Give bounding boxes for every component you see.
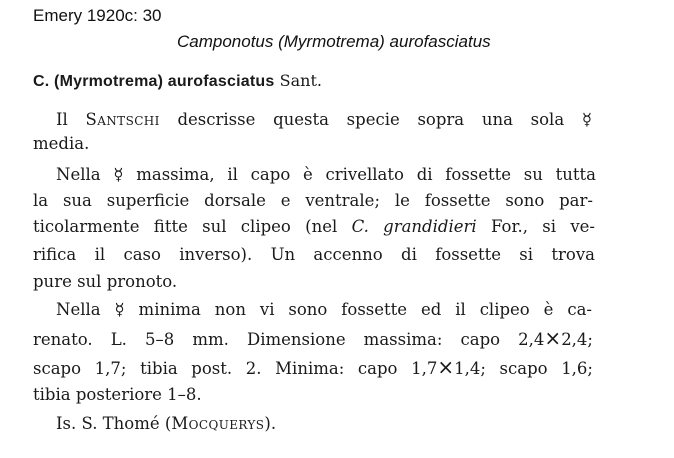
taxon-title: Camponotus (Myrmotrema) aurofasciatus [177,32,491,51]
paragraph-3-line-4: tibia posteriore 1–8. [33,385,202,404]
text-run: Il [56,110,86,129]
paragraph-2-line-2: la sua superficie dorsale e ventrale; le fossette sono par- [33,191,593,210]
text-run: renato. L. 5–8 mm. Dimensione massima: capo 2,4 [33,330,545,349]
author-name: Santschi [85,110,160,129]
paragraph-2-line-3 [33,217,595,237]
species-name-italic: C. grandidieri [351,217,477,236]
species-author: Sant. [279,71,322,90]
text-run: ). [264,414,277,433]
species-heading: C. (Myrmotrema) aurofasciatus [33,73,275,90]
text-run: scapo 1,7; tibia post. 2. Minima: capo 1,7 [33,359,438,378]
paragraph-4-line-1 [56,414,276,434]
paragraph-3-line-1: Nella ☿ minima non vi sono fossette ed il clipeo è ca- [56,300,592,319]
species-heading-line [33,71,322,92]
multiplication-sign: × [437,355,455,379]
paragraph-1-line-2: media. [33,134,90,153]
collector-name: Mocquerys [171,414,265,433]
paragraph-3-line-3 [33,357,593,379]
text-run: Is. S. Thomé ( [56,414,172,433]
paragraph-2-line-5: pure sul pronoto. [33,272,178,291]
paragraph-2-line-4: rifica il caso inverso). Un accenno di fossette si trova [33,245,595,264]
text-run: 1,4; scapo 1,6; [454,359,593,378]
text-run: ticolarmente fitte sul clipeo (nel [33,217,352,236]
multiplication-sign: × [544,326,562,350]
text-run: For., si ve- [476,217,596,236]
text-run: descrisse questa specie sopra una sola ☿ [159,110,592,129]
paragraph-2-line-1: Nella ☿ massima, il capo è crivellato di fossette su tutta [56,165,596,184]
citation-label: Emery 1920c: 30 [33,6,162,25]
text-run: 2,4; [561,330,593,349]
paragraph-1-line-1 [56,110,592,130]
paragraph-3-line-2 [33,328,593,350]
